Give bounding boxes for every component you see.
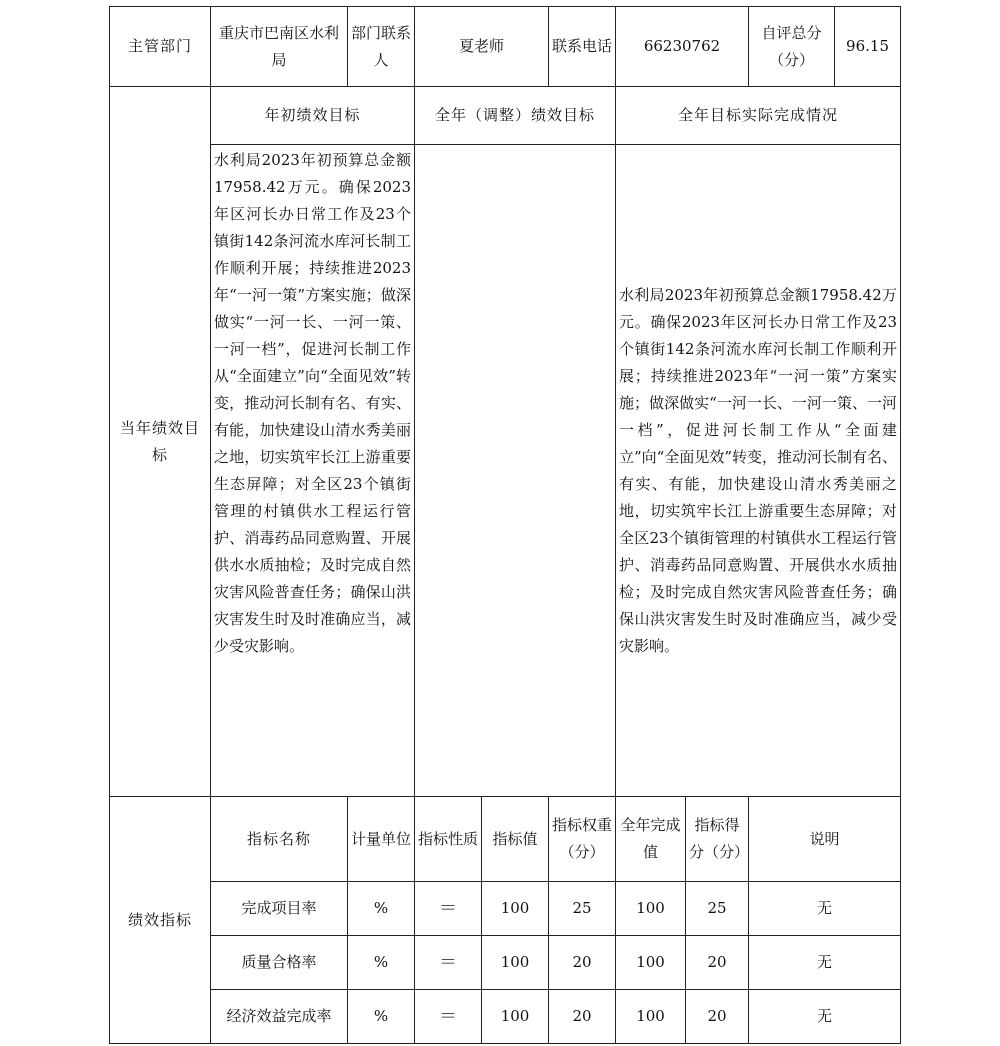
goals-actual-text: 水利局2023年初预算总金额17958.42万元。确保2023年区河长办日常工作及23个镇街142条河流水库河长制工作顺利开展；持续推进2023年“一河一策”方案实施；做深做实“一河一长、一河一策、一河一档”，促进河长制工作从“全面建立”向“全面见效”转变，推动河长制有名、有实、有能，加快建设山清水秀美丽之地，切实筑牢长江上游重要生态屏障；对全区23个镇街管理的村镇供水工程运行管护、消毒药品同意购置、开展供水水质抽检；及时完成自然灾害风险普查任务；确保山洪灾害发生时及时准确应当，减少受灾影响。 [616,145,901,797]
indicator-note: 无 [749,990,901,1044]
indicator-actual-header: 全年完成值 [616,797,686,882]
indicator-score: 25 [686,882,749,936]
indicator-unit: % [348,990,415,1044]
contact-value: 夏老师 [415,7,549,87]
table-row [110,882,901,936]
indicator-weight-header: 指标权重（分） [549,797,616,882]
indicator-note: 无 [749,936,901,990]
indicator-score: 20 [686,990,749,1044]
indicators-header-row [110,797,901,882]
dept-value: 重庆市巴南区水利局 [211,7,348,87]
goals-initial-text: 水利局2023年初预算总金额17958.42万元。确保2023年区河长办日常工作及23个镇街142条河流水库河长制工作顺利开展；持续推进2023年“一河一策”方案实施；做深做实“一河一长、一河一策、一河一档”，促进河长制工作从“全面建立”向“全面见效”转变，推动河长制有名、有实、有能，加快建设山清水秀美丽之地，切实筑牢长江上游重要生态屏障；对全区23个镇街管理的村镇供水工程运行管护、消毒药品同意购置、开展供水水质抽检；及时完成自然灾害风险普查任务；确保山洪灾害发生时及时准确应当，减少受灾影响。 [211,145,415,797]
indicator-value: 100 [482,882,549,936]
indicator-name-header: 指标名称 [211,797,348,882]
indicator-actual: 100 [616,936,686,990]
table-row [110,990,901,1044]
score-label: 自评总分（分） [749,7,835,87]
header-row [110,7,901,87]
indicator-score-header: 指标得分（分） [686,797,749,882]
indicator-note-header: 说明 [749,797,901,882]
indicator-nature: ＝ [415,990,482,1044]
indicator-nature: ＝ [415,882,482,936]
dept-label: 主管部门 [110,7,211,87]
phone-label: 联系电话 [549,7,616,87]
indicator-value: 100 [482,936,549,990]
indicator-weight: 25 [549,882,616,936]
goals-adjusted-header: 全年（调整）绩效目标 [415,87,616,145]
indicator-nature-header: 指标性质 [415,797,482,882]
goals-section-label: 当年绩效目标 [110,87,211,797]
indicator-unit-header: 计量单位 [348,797,415,882]
goals-adjusted-text [415,145,616,797]
performance-table [109,6,901,1044]
indicator-actual: 100 [616,882,686,936]
indicator-name: 质量合格率 [211,936,348,990]
indicator-note: 无 [749,882,901,936]
score-value: 96.15 [835,7,901,87]
indicator-unit: % [348,936,415,990]
goals-header-row [110,87,901,145]
table-row [110,936,901,990]
goals-content-row [110,145,901,797]
phone-value: 66230762 [616,7,749,87]
indicator-name: 经济效益完成率 [211,990,348,1044]
indicator-value: 100 [482,990,549,1044]
goals-actual-header: 全年目标实际完成情况 [616,87,901,145]
indicator-weight: 20 [549,990,616,1044]
contact-label: 部门联系人 [348,7,415,87]
goals-initial-header: 年初绩效目标 [211,87,415,145]
indicator-score: 20 [686,936,749,990]
indicators-section-label: 绩效指标 [110,797,211,1044]
indicator-weight: 20 [549,936,616,990]
indicator-value-header: 指标值 [482,797,549,882]
indicator-unit: % [348,882,415,936]
indicator-nature: ＝ [415,936,482,990]
indicator-name: 完成项目率 [211,882,348,936]
indicator-actual: 100 [616,990,686,1044]
